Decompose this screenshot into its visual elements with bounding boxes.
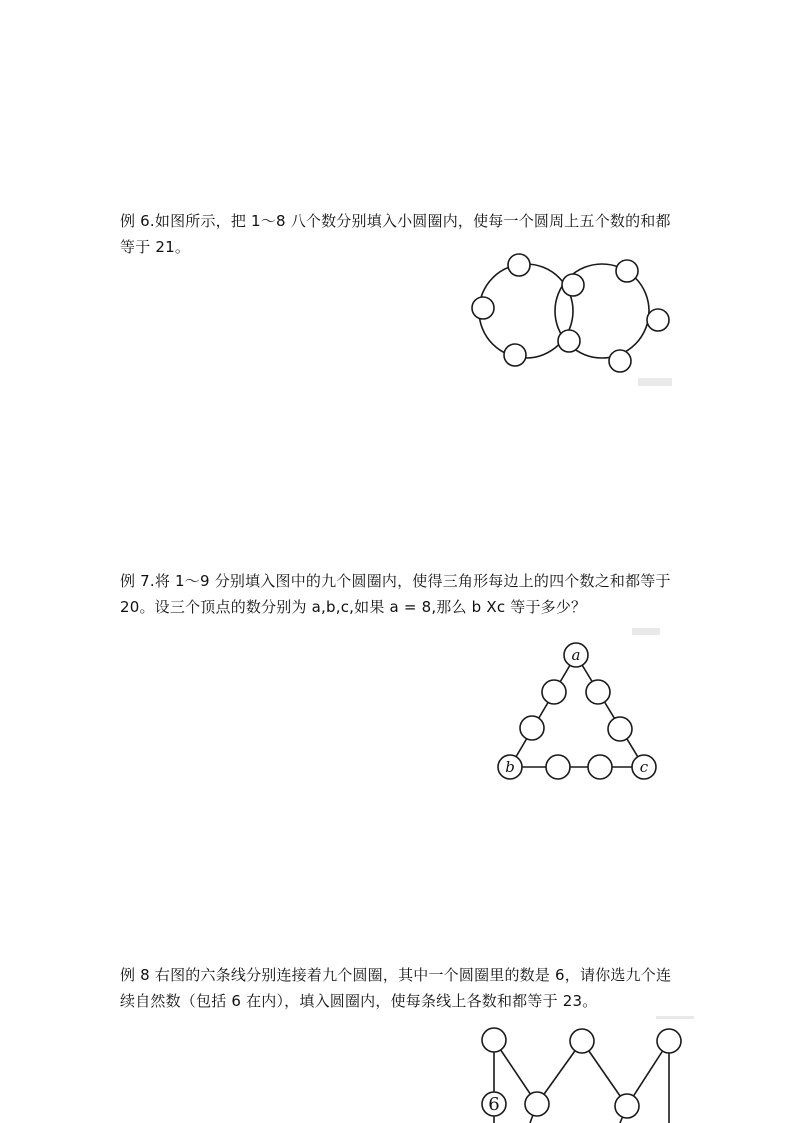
example-6-text: 例 6.如图所示，把 1～8 八个数分别填入小圆圈内，使每一个圆周上五个数的和都等于 21。 [120,212,671,256]
triangle-left-side [510,655,576,767]
blank-circle [570,1029,594,1053]
blank-circle [482,1028,506,1052]
blank-circle [647,309,669,331]
vertex-a-label: a [571,646,581,664]
blank-circle [542,680,566,704]
shared-circle [558,330,580,352]
image-edge [638,378,672,386]
given-number: 6 [488,1094,500,1115]
blank-circle [525,1092,549,1116]
shared-circle [562,274,584,296]
example-8-text: 例 8 右图的六条线分别连接着九个圆圈，其中一个圆圈里的数是 6，请你选九个连续自然数（包括 6 在内），填入圆圈内，使每条线上各数和都等于 23。 [120,966,672,1010]
blank-circle [657,1029,681,1053]
example-7-text: 例 7.将 1～9 分别填入图中的九个圆圈内，使得三角形每边上的四个数之和都等于 20。设三个顶点的数分别为 a,b,c,如果 a = 8,那么 b Xc 等于多少？ [120,572,671,616]
blank-circle [588,755,612,779]
vertex-c-label: c [639,758,649,776]
example-7-figure [492,638,664,784]
blank-circle [608,717,632,741]
blank-circle [472,297,494,319]
blank-circle [615,1094,639,1118]
blank-circle [520,716,544,740]
example-6-figure [466,248,672,376]
blank-circle [504,344,526,366]
vertex-b-label: b [505,758,515,776]
blank-circle [616,260,638,282]
triangle-right-side [576,655,644,767]
blank-circle [586,680,610,704]
image-edge [632,628,660,635]
example-8-figure [470,1016,696,1123]
blank-circle [508,254,530,276]
blank-circle [609,350,631,372]
blank-circle [546,755,570,779]
